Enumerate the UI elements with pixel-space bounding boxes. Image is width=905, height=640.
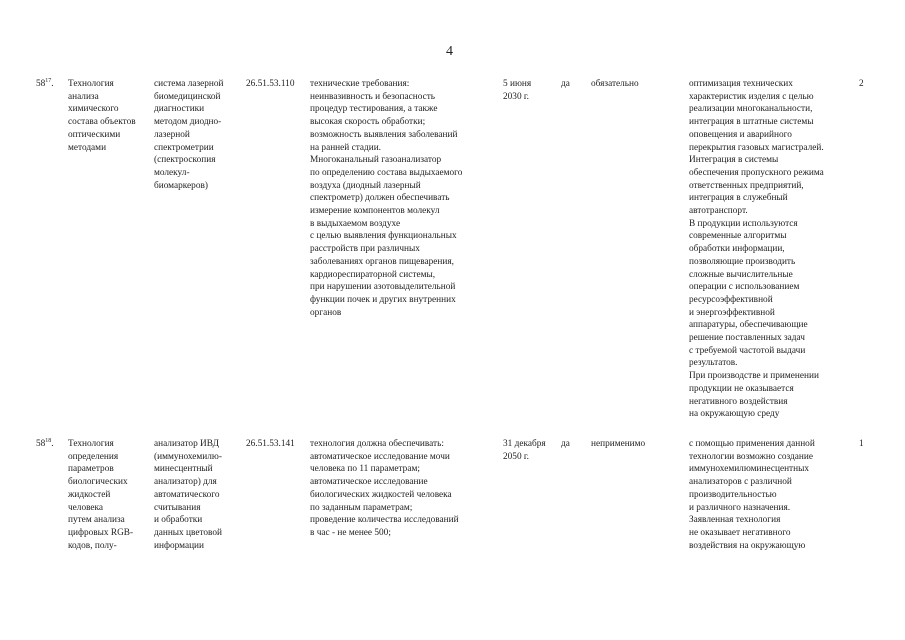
flag-value: да: [561, 79, 570, 89]
mandatory-status: обязательно: [591, 79, 639, 89]
deadline-date: 5 июня 2030 г.: [503, 79, 532, 102]
row-number: $58^{18}$.: [36, 437, 54, 449]
device-name: анализатор ИВД (иммунохемилю- минесцентный анализатор) для автоматического считывания и обработки данных цветовой информации: [154, 439, 223, 551]
page-number: 4: [446, 44, 453, 59]
mandatory-status: неприменимо: [591, 439, 646, 449]
count-value: 1: [859, 439, 864, 449]
device-name: система лазерной биомедицинской диагностики методом диодно- лазерной спектрометрии (спектроскопия молекул- биомаркеров): [154, 79, 224, 191]
okpd-code: 26.51.53.110: [246, 79, 295, 89]
deadline-date: 31 декабря 2050 г.: [503, 439, 546, 462]
technology-name: Технология определения параметров биологических жидкостей человека путем анализа цифровых RGB- кодов, полу-: [68, 439, 134, 551]
technical-requirements: технические требования: неинвазивность и безопасность процедур тестирования, а также высокая скорость обработки; возможность выявления заболеваний на ранней стадии. Многоканальный газоанализатор по определению состава выдыхаемого воздуха (диодный лазерный спектрометр) должен обеспечивать измерение компонентов молекул в выдыхаемом воздухе с целью выявления функциональных расстройств при различных заболеваниях органов пищеварения, кардиореспираторной системы, при нарушении азотовыделительной функции почек и других внутренних органов: [310, 79, 463, 318]
technical-requirements: технология должна обеспечивать: автоматическое исследование мочи человека по 11 параметрам; автоматическое исследование биологических жидкостей человека по заданным параметрам; проведение количества исследований в час - не менее 500;: [310, 439, 459, 538]
notes: оптимизация технических характеристик изделия с целью реализации многоканальности, интеграция в штатные системы оповещения и аварийного перекрытия газовых магистралей. Интеграция в системы обеспечения пропускного режима ответственных предприятий, интеграция в служебный автотранспорт. В продукции используются современные алгоритмы обработки информации, позволяющие производить сложные вычислительные операции с использованием ресурсоэффективной и энергоэффективной аппаратуры, обеспечивающие решение поставленных задач с требуемой частотой выдачи результатов. При производстве и применении продукции не оказывается негативного воздействия на окружающую среду: [689, 79, 824, 420]
flag-value: да: [561, 439, 570, 449]
notes: с помощью применения данной технологии возможно создание иммунохемилюминесцентных анализаторов с различной производительностью и различного назначения. Заявленная технология не оказывает негативного воздействия на окружающую: [689, 439, 815, 551]
count-value: 2: [859, 79, 864, 89]
row-number: $58^{17}$.: [36, 77, 54, 89]
technology-name: Технология анализа химического состава объектов оптическими методами: [68, 79, 136, 153]
okpd-code: 26.51.53.141: [246, 439, 295, 449]
